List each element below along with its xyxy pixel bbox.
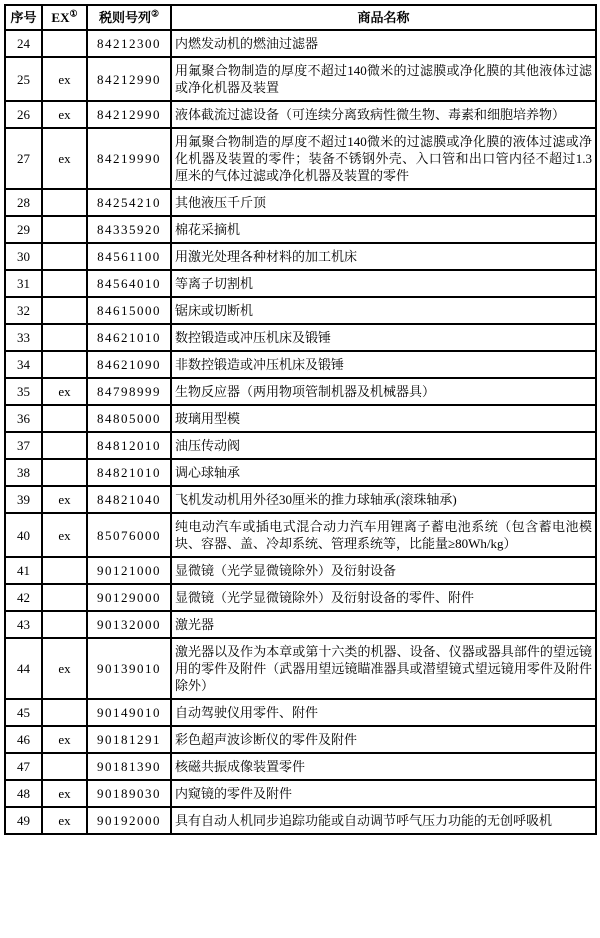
row-ex-cell xyxy=(42,432,87,459)
row-ex-cell xyxy=(42,459,87,486)
row-code-cell: 90149010 xyxy=(87,699,171,726)
col-header-index xyxy=(5,5,42,30)
row-name-cell: 纯电动汽车或插电式混合动力汽车用锂离子蓄电池系统（包含蓄电池模块、容器、盖、冷却系统、管理系统等，比能量≥80Wh/kg） xyxy=(171,513,596,557)
table-body xyxy=(5,30,596,834)
row-name-cell: 棉花采摘机 xyxy=(171,216,596,243)
row-index-cell: 38 xyxy=(5,459,42,486)
row-index-cell: 39 xyxy=(5,486,42,513)
row-index-cell: 32 xyxy=(5,297,42,324)
row-name-cell: 等离子切割机 xyxy=(171,270,596,297)
row-index-cell: 34 xyxy=(5,351,42,378)
row-code-cell: 84561100 xyxy=(87,243,171,270)
row-name-cell: 油压传动阀 xyxy=(171,432,596,459)
row-code-cell: 90132000 xyxy=(87,611,171,638)
row-name-cell: 激光器以及作为本章或第十六类的机器、设备、仪器或器具部件的望远镜用的零件及附件（武器用望远镜瞄准器具或潜望镜式望远镜用零件及附件除外） xyxy=(171,638,596,699)
row-code-cell: 90139010 xyxy=(87,638,171,699)
row-index-cell: 41 xyxy=(5,557,42,584)
row-name-cell: 锯床或切断机 xyxy=(171,297,596,324)
row-name-cell: 飞机发动机用外径30厘米的推力球轴承(滚珠轴承) xyxy=(171,486,596,513)
row-name-cell: 显微镜（光学显微镜除外）及衍射设备的零件、附件 xyxy=(171,584,596,611)
row-index-cell: 45 xyxy=(5,699,42,726)
row-ex-cell: ex xyxy=(42,486,87,513)
row-ex-cell xyxy=(42,270,87,297)
col-header-code xyxy=(87,5,171,30)
row-ex-cell: ex xyxy=(42,57,87,101)
row-code-cell: 84212990 xyxy=(87,101,171,128)
table-row xyxy=(5,297,596,324)
row-ex-cell xyxy=(42,243,87,270)
row-index-cell: 37 xyxy=(5,432,42,459)
table-row xyxy=(5,557,596,584)
row-index-cell: 48 xyxy=(5,780,42,807)
row-ex-cell: ex xyxy=(42,101,87,128)
row-code-cell: 90192000 xyxy=(87,807,171,834)
table-row xyxy=(5,243,596,270)
row-index-cell: 24 xyxy=(5,30,42,57)
row-code-cell: 90121000 xyxy=(87,557,171,584)
row-code-cell: 84335920 xyxy=(87,216,171,243)
table-row xyxy=(5,584,596,611)
row-ex-cell: ex xyxy=(42,807,87,834)
row-name-cell: 其他液压千斤顶 xyxy=(171,189,596,216)
col-header-ex-label: EX xyxy=(51,10,70,25)
row-name-cell: 非数控锻造或冲压机床及锻锤 xyxy=(171,351,596,378)
table-row xyxy=(5,405,596,432)
table-row xyxy=(5,216,596,243)
row-code-cell: 90181390 xyxy=(87,753,171,780)
header-row xyxy=(5,5,596,30)
row-code-cell: 84219990 xyxy=(87,128,171,189)
row-ex-cell: ex xyxy=(42,378,87,405)
table-row xyxy=(5,726,596,753)
row-index-cell: 42 xyxy=(5,584,42,611)
row-index-cell: 44 xyxy=(5,638,42,699)
row-name-cell: 数控锻造或冲压机床及锻锤 xyxy=(171,324,596,351)
table-row xyxy=(5,128,596,189)
table-row xyxy=(5,351,596,378)
row-ex-cell xyxy=(42,699,87,726)
table-row xyxy=(5,30,596,57)
row-index-cell: 43 xyxy=(5,611,42,638)
row-name-cell: 液体截流过滤设备（可连续分离致病性微生物、毒素和细胞培养物） xyxy=(171,101,596,128)
col-header-name-label: 商品名称 xyxy=(357,10,410,25)
row-ex-cell xyxy=(42,611,87,638)
table-row xyxy=(5,378,596,405)
table-row xyxy=(5,513,596,557)
row-ex-cell xyxy=(42,753,87,780)
table-row xyxy=(5,807,596,834)
row-code-cell: 84212990 xyxy=(87,57,171,101)
row-code-cell: 84821040 xyxy=(87,486,171,513)
row-ex-cell xyxy=(42,584,87,611)
row-name-cell: 用氟聚合物制造的厚度不超过140微米的过滤膜或净化膜的液体过滤或净化机器及装置的零件；装备不锈钢外壳、入口管和出口管内径不超过1.3厘米的气体过滤或净化机器及装置的零件 xyxy=(171,128,596,189)
row-ex-cell: ex xyxy=(42,638,87,699)
col-header-code-label: 税则号列 xyxy=(98,10,151,25)
row-code-cell: 84615000 xyxy=(87,297,171,324)
row-index-cell: 28 xyxy=(5,189,42,216)
row-code-cell: 84254210 xyxy=(87,189,171,216)
row-name-cell: 内窥镜的零件及附件 xyxy=(171,780,596,807)
row-index-cell: 35 xyxy=(5,378,42,405)
footnote-2-marker: ② xyxy=(150,8,160,19)
row-index-cell: 49 xyxy=(5,807,42,834)
tariff-table xyxy=(4,4,597,835)
row-name-cell: 用激光处理各种材料的加工机床 xyxy=(171,243,596,270)
col-header-name xyxy=(171,5,596,30)
row-ex-cell xyxy=(42,405,87,432)
col-header-index-label: 序号 xyxy=(10,10,37,25)
row-code-cell: 90129000 xyxy=(87,584,171,611)
table-row xyxy=(5,699,596,726)
row-name-cell: 玻璃用型模 xyxy=(171,405,596,432)
row-index-cell: 40 xyxy=(5,513,42,557)
row-ex-cell xyxy=(42,557,87,584)
row-name-cell: 彩色超声波诊断仪的零件及附件 xyxy=(171,726,596,753)
row-index-cell: 31 xyxy=(5,270,42,297)
row-code-cell: 90189030 xyxy=(87,780,171,807)
table-row xyxy=(5,486,596,513)
row-index-cell: 27 xyxy=(5,128,42,189)
table-row xyxy=(5,780,596,807)
table-row xyxy=(5,57,596,101)
row-ex-cell: ex xyxy=(42,513,87,557)
row-name-cell: 内燃发动机的燃油过滤器 xyxy=(171,30,596,57)
row-ex-cell: ex xyxy=(42,128,87,189)
table-row xyxy=(5,101,596,128)
table-row xyxy=(5,432,596,459)
row-code-cell: 84821010 xyxy=(87,459,171,486)
table-row xyxy=(5,189,596,216)
row-ex-cell xyxy=(42,216,87,243)
row-name-cell: 激光器 xyxy=(171,611,596,638)
row-index-cell: 29 xyxy=(5,216,42,243)
row-index-cell: 33 xyxy=(5,324,42,351)
row-ex-cell xyxy=(42,324,87,351)
row-index-cell: 26 xyxy=(5,101,42,128)
table-row xyxy=(5,324,596,351)
footnote-1-marker: ① xyxy=(69,8,78,19)
col-header-ex xyxy=(42,5,87,30)
row-code-cell: 84212300 xyxy=(87,30,171,57)
row-code-cell: 84798999 xyxy=(87,378,171,405)
row-name-cell: 核磁共振成像装置零件 xyxy=(171,753,596,780)
row-index-cell: 47 xyxy=(5,753,42,780)
row-ex-cell xyxy=(42,297,87,324)
row-code-cell: 84812010 xyxy=(87,432,171,459)
row-ex-cell xyxy=(42,351,87,378)
row-ex-cell xyxy=(42,189,87,216)
row-ex-cell: ex xyxy=(42,726,87,753)
row-name-cell: 具有自动人机同步追踪功能或自动调节呼气压力功能的无创呼吸机 xyxy=(171,807,596,834)
row-index-cell: 25 xyxy=(5,57,42,101)
row-name-cell: 生物反应器（两用物项管制机器及机械器具） xyxy=(171,378,596,405)
row-name-cell: 调心球轴承 xyxy=(171,459,596,486)
row-code-cell: 84805000 xyxy=(87,405,171,432)
row-code-cell: 84621090 xyxy=(87,351,171,378)
table-row xyxy=(5,270,596,297)
row-index-cell: 36 xyxy=(5,405,42,432)
table-row xyxy=(5,753,596,780)
row-ex-cell xyxy=(42,30,87,57)
row-index-cell: 30 xyxy=(5,243,42,270)
row-code-cell: 90181291 xyxy=(87,726,171,753)
row-ex-cell: ex xyxy=(42,780,87,807)
table-row xyxy=(5,638,596,699)
table-row xyxy=(5,459,596,486)
row-name-cell: 自动驾驶仪用零件、附件 xyxy=(171,699,596,726)
row-name-cell: 显微镜（光学显微镜除外）及衍射设备 xyxy=(171,557,596,584)
row-code-cell: 84564010 xyxy=(87,270,171,297)
row-name-cell: 用氟聚合物制造的厚度不超过140微米的过滤膜或净化膜的其他液体过滤或净化机器及装置 xyxy=(171,57,596,101)
row-code-cell: 85076000 xyxy=(87,513,171,557)
table-row xyxy=(5,611,596,638)
row-code-cell: 84621010 xyxy=(87,324,171,351)
row-index-cell: 46 xyxy=(5,726,42,753)
